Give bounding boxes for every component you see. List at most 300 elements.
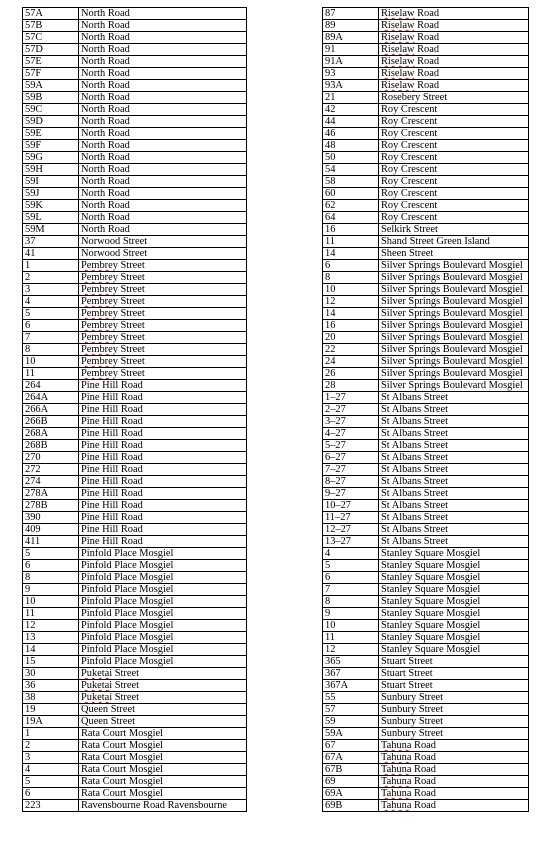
table-row	[23, 236, 247, 248]
address-number-cell: 7	[323, 584, 379, 596]
table-row	[23, 440, 247, 452]
table-row	[323, 788, 529, 800]
table-row	[323, 8, 529, 20]
address-number-cell: 13–27	[323, 536, 379, 548]
street-name-cell: Pinfold Place Mosgiel	[79, 548, 247, 560]
table-row	[23, 104, 247, 116]
street-name-cell: Roy Crescent	[379, 176, 529, 188]
street-name-cell: North Road	[79, 188, 247, 200]
table-row	[23, 512, 247, 524]
street-name-cell: Tahuna Road	[379, 764, 529, 776]
address-number-cell: 268B	[23, 440, 79, 452]
table-row	[323, 428, 529, 440]
address-number-cell: 5	[23, 308, 79, 320]
street-name-cell: Pinfold Place Mosgiel	[79, 632, 247, 644]
table-row	[23, 344, 247, 356]
street-name-cell: St Albans Street	[379, 524, 529, 536]
table-row	[323, 92, 529, 104]
street-name-cell: Pembrey Street	[79, 368, 247, 380]
address-number-cell: 278B	[23, 500, 79, 512]
street-name-cell: Pine Hill Road	[79, 488, 247, 500]
address-number-cell: 28	[323, 380, 379, 392]
street-name-cell: Roy Crescent	[379, 188, 529, 200]
address-number-cell: 10	[323, 284, 379, 296]
street-name-cell: St Albans Street	[379, 404, 529, 416]
street-name-cell: Rata Court Mosgiel	[79, 752, 247, 764]
spellcheck-flagged-word: Tahuna	[381, 800, 412, 811]
address-number-cell: 30	[23, 668, 79, 680]
street-name-cell: Silver Springs Boulevard Mosgiel	[379, 368, 529, 380]
table-row	[23, 644, 247, 656]
table-row	[323, 32, 529, 44]
table-row	[23, 704, 247, 716]
table-row	[323, 104, 529, 116]
street-name-cell: North Road	[79, 140, 247, 152]
address-number-cell: 59K	[23, 200, 79, 212]
address-number-cell: 91	[323, 44, 379, 56]
street-name-cell: St Albans Street	[379, 536, 529, 548]
address-number-cell: 21	[323, 92, 379, 104]
street-name-cell: Shand Street Green Island	[379, 236, 529, 248]
table-row	[323, 644, 529, 656]
table-row	[23, 116, 247, 128]
address-number-cell: 87	[323, 8, 379, 20]
address-number-cell: 270	[23, 452, 79, 464]
table-row	[323, 416, 529, 428]
table-row	[323, 584, 529, 596]
street-name-cell: Queen Street	[79, 716, 247, 728]
street-name-cell: Pine Hill Road	[79, 464, 247, 476]
table-row	[323, 572, 529, 584]
table-row	[323, 272, 529, 284]
table-row	[23, 332, 247, 344]
table-row	[323, 692, 529, 704]
table-row	[23, 200, 247, 212]
street-name-cell: Tahuna Road	[379, 752, 529, 764]
street-name-cell: Rata Court Mosgiel	[79, 740, 247, 752]
table-row	[23, 392, 247, 404]
address-number-cell: 7–27	[323, 464, 379, 476]
address-number-cell: 16	[323, 224, 379, 236]
street-name-cell: Riselaw Road	[379, 56, 529, 68]
spellcheck-flagged-word: Riselaw	[381, 8, 415, 19]
street-name-cell: Silver Springs Boulevard Mosgiel	[379, 344, 529, 356]
table-row	[323, 524, 529, 536]
spellcheck-flagged-word: Pembrey	[81, 320, 118, 331]
address-number-cell: 69B	[323, 800, 379, 812]
address-number-cell: 60	[323, 188, 379, 200]
street-name-cell: Selkirk Street	[379, 224, 529, 236]
table-row	[323, 308, 529, 320]
table-row	[323, 212, 529, 224]
table-row	[23, 536, 247, 548]
street-name-cell: St Albans Street	[379, 392, 529, 404]
table-row	[23, 464, 247, 476]
address-number-cell: 57E	[23, 56, 79, 68]
street-name-cell: Pinfold Place Mosgiel	[79, 584, 247, 596]
address-number-cell: 10	[23, 596, 79, 608]
table-row	[23, 188, 247, 200]
address-number-cell: 365	[323, 656, 379, 668]
table-row	[323, 752, 529, 764]
street-name-cell: North Road	[79, 44, 247, 56]
street-name-cell: Roy Crescent	[379, 200, 529, 212]
table-row	[323, 464, 529, 476]
address-number-cell: 4	[323, 548, 379, 560]
street-name-cell: Silver Springs Boulevard Mosgiel	[379, 296, 529, 308]
address-number-cell: 54	[323, 164, 379, 176]
table-row	[323, 188, 529, 200]
address-number-cell: 8	[23, 344, 79, 356]
address-number-cell: 4–27	[323, 428, 379, 440]
street-name-cell: St Albans Street	[379, 428, 529, 440]
address-number-cell: 11	[323, 632, 379, 644]
street-name-cell: Pembrey Street	[79, 356, 247, 368]
spellcheck-flagged-word: Tahuna	[381, 740, 412, 751]
street-name-cell: Stanley Square Mosgiel	[379, 584, 529, 596]
street-name-cell: Pinfold Place Mosgiel	[79, 572, 247, 584]
street-name-cell: St Albans Street	[379, 416, 529, 428]
address-number-cell: 67	[323, 740, 379, 752]
address-number-cell: 55	[323, 692, 379, 704]
street-name-cell: Riselaw Road	[379, 32, 529, 44]
address-number-cell: 15	[23, 656, 79, 668]
table-row	[23, 788, 247, 800]
table-row	[323, 608, 529, 620]
address-number-cell: 6	[323, 572, 379, 584]
street-name-cell: North Road	[79, 152, 247, 164]
table-row	[323, 512, 529, 524]
address-number-cell: 14	[323, 248, 379, 260]
address-number-cell: 411	[23, 536, 79, 548]
address-number-cell: 12	[323, 296, 379, 308]
street-name-cell: North Road	[79, 212, 247, 224]
table-row	[23, 764, 247, 776]
street-name-cell: Pine Hill Road	[79, 416, 247, 428]
spellcheck-flagged-word: Pembrey	[81, 260, 118, 271]
street-name-cell: Silver Springs Boulevard Mosgiel	[379, 356, 529, 368]
address-number-cell: 264	[23, 380, 79, 392]
table-row	[23, 164, 247, 176]
table-row	[323, 488, 529, 500]
address-number-cell: 38	[23, 692, 79, 704]
table-row	[23, 308, 247, 320]
address-number-cell: 11	[323, 236, 379, 248]
address-number-cell: 9	[23, 584, 79, 596]
street-name-cell: Pinfold Place Mosgiel	[79, 644, 247, 656]
address-number-cell: 48	[323, 140, 379, 152]
street-name-cell: St Albans Street	[379, 476, 529, 488]
street-name-cell: St Albans Street	[379, 488, 529, 500]
address-number-cell: 93A	[323, 80, 379, 92]
table-row	[23, 56, 247, 68]
street-name-cell: Roy Crescent	[379, 116, 529, 128]
table-row	[23, 32, 247, 44]
street-name-cell: Pembrey Street	[79, 296, 247, 308]
street-name-cell: North Road	[79, 68, 247, 80]
street-name-cell: Pinfold Place Mosgiel	[79, 596, 247, 608]
address-number-cell: 59D	[23, 116, 79, 128]
street-name-cell: North Road	[79, 104, 247, 116]
street-name-cell: Stanley Square Mosgiel	[379, 548, 529, 560]
address-number-cell: 268A	[23, 428, 79, 440]
address-number-cell: 3	[23, 284, 79, 296]
street-name-cell: Stanley Square Mosgiel	[379, 620, 529, 632]
street-name-cell: Pinfold Place Mosgiel	[79, 560, 247, 572]
street-name-cell: St Albans Street	[379, 512, 529, 524]
address-number-cell: 93	[323, 68, 379, 80]
street-name-cell: Pine Hill Road	[79, 440, 247, 452]
street-name-cell: Tahuna Road	[379, 740, 529, 752]
street-name-cell: Roy Crescent	[379, 104, 529, 116]
address-number-cell: 59I	[23, 176, 79, 188]
table-row	[23, 68, 247, 80]
spellcheck-flagged-word: Tahuna	[381, 764, 412, 775]
street-name-cell: Riselaw Road	[379, 80, 529, 92]
address-number-cell: 274	[23, 476, 79, 488]
street-name-cell: Puketai Street	[79, 668, 247, 680]
table-row	[323, 536, 529, 548]
table-row	[23, 476, 247, 488]
table-row	[323, 620, 529, 632]
table-row	[23, 284, 247, 296]
street-name-cell: Silver Springs Boulevard Mosgiel	[379, 260, 529, 272]
spellcheck-flagged-word: Riselaw	[381, 32, 415, 43]
street-name-cell: Pine Hill Road	[79, 452, 247, 464]
street-name-cell: North Road	[79, 176, 247, 188]
address-number-cell: 16	[323, 320, 379, 332]
table-row	[323, 500, 529, 512]
street-name-cell: North Road	[79, 56, 247, 68]
address-number-cell: 59H	[23, 164, 79, 176]
street-name-cell: Rata Court Mosgiel	[79, 776, 247, 788]
street-name-cell: Rata Court Mosgiel	[79, 788, 247, 800]
address-number-cell: 19A	[23, 716, 79, 728]
address-number-cell: 1	[23, 728, 79, 740]
table-row	[23, 560, 247, 572]
address-number-cell: 6	[23, 788, 79, 800]
address-number-cell: 3	[23, 752, 79, 764]
street-name-cell: Riselaw Road	[379, 8, 529, 20]
street-name-cell: Pine Hill Road	[79, 428, 247, 440]
table-row	[23, 140, 247, 152]
table-row	[23, 80, 247, 92]
table-row	[23, 620, 247, 632]
address-number-cell: 4	[23, 296, 79, 308]
address-number-cell: 4	[23, 764, 79, 776]
table-row	[23, 776, 247, 788]
table-row	[23, 92, 247, 104]
table-row	[323, 80, 529, 92]
table-row	[23, 272, 247, 284]
table-row	[23, 656, 247, 668]
address-number-cell: 46	[323, 128, 379, 140]
address-number-cell: 264A	[23, 392, 79, 404]
table-row	[23, 260, 247, 272]
street-name-cell: Pembrey Street	[79, 308, 247, 320]
spellcheck-flagged-word: Riselaw	[381, 80, 415, 91]
address-number-cell: 6	[323, 260, 379, 272]
table-row	[23, 668, 247, 680]
table-row	[323, 440, 529, 452]
table-row	[323, 476, 529, 488]
table-row	[323, 164, 529, 176]
street-name-cell: Tahuna Road	[379, 800, 529, 812]
street-name-cell: Sunbury Street	[379, 716, 529, 728]
table-row	[323, 68, 529, 80]
address-number-cell: 24	[323, 356, 379, 368]
street-name-cell: Stuart Street	[379, 656, 529, 668]
address-number-cell: 20	[323, 332, 379, 344]
address-number-cell: 9	[323, 608, 379, 620]
street-name-cell: North Road	[79, 32, 247, 44]
table-row	[23, 404, 247, 416]
street-name-cell: Roy Crescent	[379, 152, 529, 164]
address-number-cell: 59E	[23, 128, 79, 140]
table-row	[323, 332, 529, 344]
address-number-cell: 6	[23, 560, 79, 572]
table-row	[323, 452, 529, 464]
address-number-cell: 59J	[23, 188, 79, 200]
address-number-cell: 7	[23, 332, 79, 344]
table-row	[323, 44, 529, 56]
table-row	[23, 296, 247, 308]
table-row	[23, 488, 247, 500]
address-number-cell: 41	[23, 248, 79, 260]
table-row	[323, 740, 529, 752]
address-number-cell: 91A	[323, 56, 379, 68]
spellcheck-flagged-word: Puketai	[81, 668, 113, 679]
street-name-cell: St Albans Street	[379, 452, 529, 464]
street-name-cell: Silver Springs Boulevard Mosgiel	[379, 284, 529, 296]
table-row	[323, 704, 529, 716]
spellcheck-flagged-word: Puketai	[81, 692, 113, 703]
address-number-cell: 12–27	[323, 524, 379, 536]
table-row	[323, 248, 529, 260]
address-number-cell: 266B	[23, 416, 79, 428]
street-name-cell: North Road	[79, 8, 247, 20]
street-name-cell: Pine Hill Road	[79, 476, 247, 488]
table-row	[23, 608, 247, 620]
address-number-cell: 58	[323, 176, 379, 188]
address-number-cell: 64	[323, 212, 379, 224]
address-number-cell: 10	[323, 620, 379, 632]
street-name-cell: Pembrey Street	[79, 344, 247, 356]
address-number-cell: 59A	[23, 80, 79, 92]
table-row	[23, 680, 247, 692]
table-row	[323, 56, 529, 68]
address-number-cell: 19	[23, 704, 79, 716]
address-number-cell: 11	[23, 608, 79, 620]
street-name-cell: Ravensbourne Road Ravensbourne	[79, 800, 247, 812]
address-number-cell: 10	[23, 356, 79, 368]
street-name-cell: Silver Springs Boulevard Mosgiel	[379, 380, 529, 392]
street-name-cell: North Road	[79, 92, 247, 104]
address-number-cell: 2–27	[323, 404, 379, 416]
table-row	[23, 416, 247, 428]
table-row	[323, 548, 529, 560]
address-number-cell: 8	[23, 572, 79, 584]
street-name-cell: North Road	[79, 80, 247, 92]
table-row	[323, 140, 529, 152]
address-number-cell: 13	[23, 632, 79, 644]
table-row	[323, 716, 529, 728]
table-row	[323, 116, 529, 128]
street-name-cell: Stanley Square Mosgiel	[379, 608, 529, 620]
table-row	[323, 728, 529, 740]
address-number-cell: 5	[323, 560, 379, 572]
address-number-cell: 1–27	[323, 392, 379, 404]
table-row	[323, 776, 529, 788]
table-row	[23, 212, 247, 224]
street-name-cell: Sunbury Street	[379, 728, 529, 740]
table-row	[323, 404, 529, 416]
street-name-cell: Tahuna Road	[379, 788, 529, 800]
street-name-cell: Sheen Street	[379, 248, 529, 260]
address-number-cell: 8	[323, 272, 379, 284]
street-name-cell: Pembrey Street	[79, 332, 247, 344]
address-number-cell: 1	[23, 260, 79, 272]
table-row	[323, 344, 529, 356]
table-row	[23, 320, 247, 332]
table-row	[323, 176, 529, 188]
table-row	[23, 356, 247, 368]
table-row	[23, 500, 247, 512]
spellcheck-flagged-word: Tahuna	[381, 752, 412, 763]
address-number-cell: 89	[323, 20, 379, 32]
table-row	[23, 740, 247, 752]
address-number-cell: 6–27	[323, 452, 379, 464]
street-name-cell: Pine Hill Road	[79, 392, 247, 404]
spellcheck-flagged-word: Pembrey	[81, 296, 118, 307]
address-number-cell: 57	[323, 704, 379, 716]
address-number-cell: 59L	[23, 212, 79, 224]
address-number-cell: 14	[323, 308, 379, 320]
street-name-cell: St Albans Street	[379, 500, 529, 512]
street-name-cell: Stuart Street	[379, 668, 529, 680]
address-number-cell: 37	[23, 236, 79, 248]
address-number-cell: 59B	[23, 92, 79, 104]
table-row	[23, 548, 247, 560]
address-number-cell: 2	[23, 740, 79, 752]
street-name-cell: Rata Court Mosgiel	[79, 764, 247, 776]
address-number-cell: 89A	[323, 32, 379, 44]
table-row	[23, 716, 247, 728]
table-row	[323, 128, 529, 140]
street-name-cell: Riselaw Road	[379, 68, 529, 80]
table-row	[23, 452, 247, 464]
address-number-cell: 57C	[23, 32, 79, 44]
table-row	[323, 224, 529, 236]
street-name-cell: North Road	[79, 20, 247, 32]
address-number-cell: 26	[323, 368, 379, 380]
street-name-cell: Queen Street	[79, 704, 247, 716]
street-name-cell: Sunbury Street	[379, 692, 529, 704]
spellcheck-flagged-word: Pembrey	[81, 272, 118, 283]
address-number-cell: 12	[23, 620, 79, 632]
street-name-cell: Pine Hill Road	[79, 536, 247, 548]
table-row	[323, 800, 529, 812]
address-number-cell: 8–27	[323, 476, 379, 488]
street-name-cell: Tahuna Road	[379, 776, 529, 788]
table-row	[323, 680, 529, 692]
table-row	[323, 380, 529, 392]
table-row	[23, 428, 247, 440]
spellcheck-flagged-word: Riselaw	[381, 68, 415, 79]
address-number-cell: 5	[23, 776, 79, 788]
address-number-cell: 50	[323, 152, 379, 164]
table-row	[23, 176, 247, 188]
